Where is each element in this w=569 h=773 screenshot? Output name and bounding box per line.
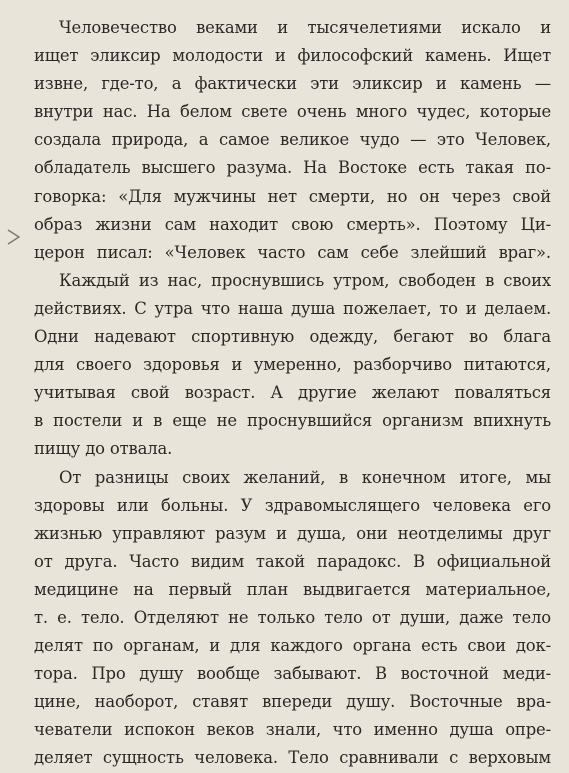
text-line: обладатель высшего разума. На Востоке есть такая по- [34,158,551,178]
text-line: деляет сущность человека. Тело сравнивали с верховым [34,748,551,768]
pencil-mark-icon [4,226,26,248]
text-line: для своего здоровья и умеренно, разборчиво питаются, [34,355,551,375]
text-line: Человечество веками и тысячелетиями искало и [59,18,551,37]
text-line: цине, наоборот, ставят впереди душу. Восточные вра- [34,692,551,712]
text-line: от друга. Часто видим такой парадокс. В официальной [34,551,551,571]
text-line: Каждый из нас, проснувшись утром, свободен в своих [59,270,551,290]
text-line: медицине на первый план выдвигается материальное, [34,579,551,599]
text-line: здоровы или больны. У здравомыслящего человека его [34,495,551,515]
text-line: образ жизни сам находит свою смерть». Поэтому Ци- [34,214,551,234]
text-line: создала природа, а самое великое чудо — это Человек, [34,130,551,150]
text-line: внутри нас. На белом свете очень много чудес, которые [34,102,551,122]
text-line: церон писал: «Человек часто сам себе злейший враг». [34,242,551,262]
text-line: учитывая свой возраст. А другие желают поваляться [34,383,551,403]
text-line: жизнью управляют разум и душа, они неотделимы друг [34,523,551,543]
text-line: чеватели испокон веков знали, что именно душа опре- [34,720,551,740]
text-line: т. е. тело. Отделяют не только тело от души, даже тело [34,607,551,627]
text-line: пищу до отвала. [34,439,173,459]
text-line: ищет эликсир молодости и философский камень. Ищет [34,46,551,66]
text-line: извне, где-то, а фактически эти эликсир и камень — [34,74,551,94]
paragraph-1 [34,14,551,267]
text-line: действиях. С утра что наша душа пожелает, то и делаем. [34,298,551,318]
paragraph-2 [34,267,551,464]
text-line: От разницы своих желаний, в конечном итоге, мы [59,467,551,487]
text-line: делят по органам, и для каждого органа есть свои док- [34,636,551,656]
text-line: говорка: «Для мужчины нет смерти, но он через свой [34,186,551,206]
text-line: тора. Про душу вообще забывают. В восточной меди- [34,664,551,684]
paragraph-3 [34,464,551,773]
text-line: в постели и в еще не проснувшийся организм впихнуть [34,411,551,431]
text-line: Одни надевают спортивную одежду, бегают во блага [34,327,551,347]
